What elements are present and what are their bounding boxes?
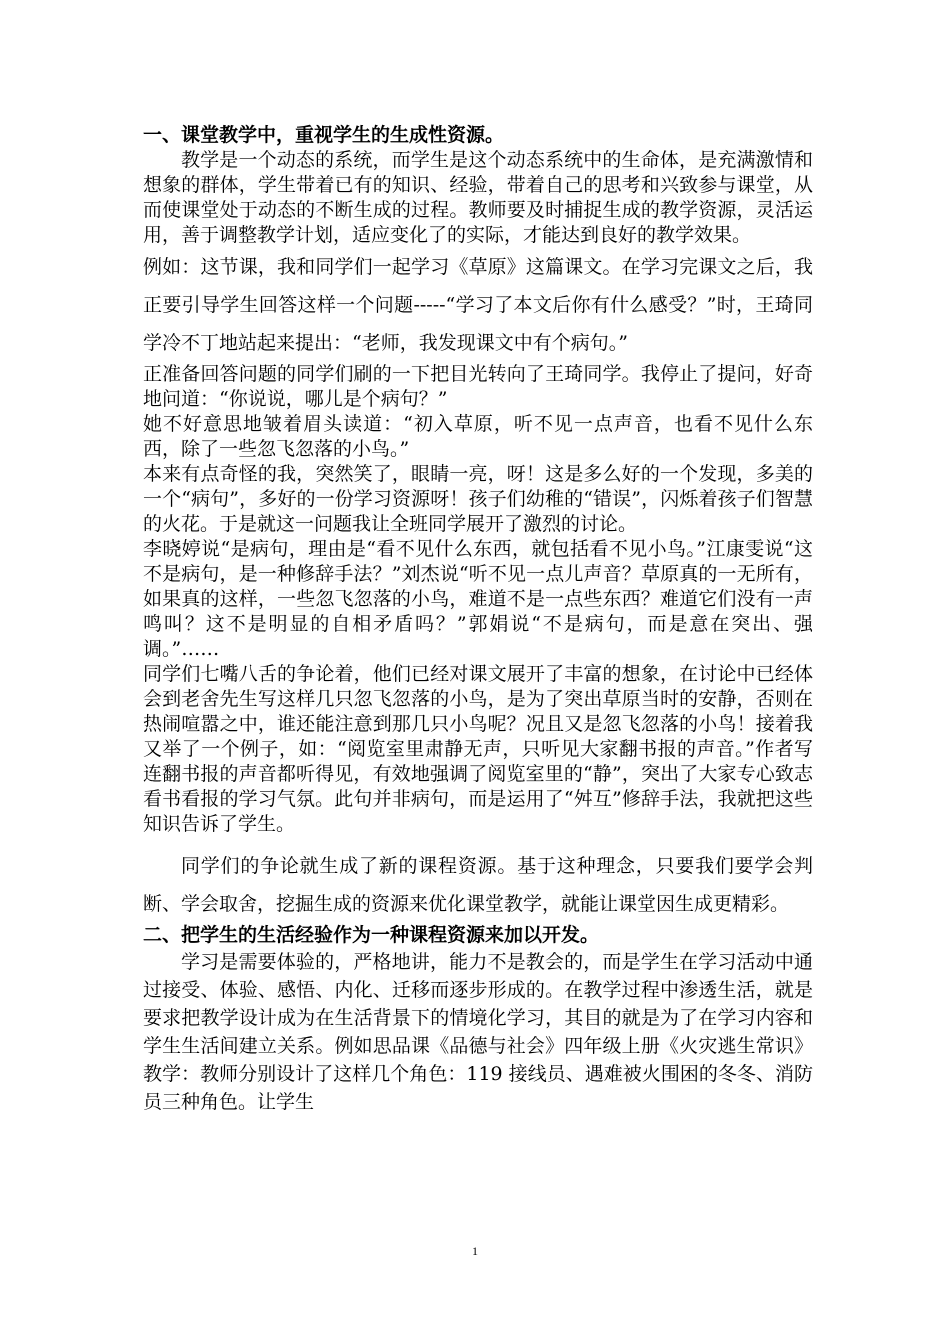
paragraph-life-experience: 学习是需要体验的，严格地讲，能力不是教会的，而是学生在学习活动中通过接受、体验、感悟、内化、迁移而逐步形成的。在教学过程中渗透生活，就是要求把教学设计成为在生活背景下的情境化学习，其目的就是为了在学习内容和学生生活间建立关系。例如思品课《品德与社会》四年级上册《火灾逃生常识》教学：教师分别设计了这样几个角色：119 接线员、遇难被火围困的冬冬、消防员三种角色。让学生 bbox=[143, 951, 813, 1113]
page-number: 1 bbox=[472, 1244, 478, 1258]
section-heading-1: 一、课堂教学中，重视学生的生成性资源。 bbox=[143, 124, 505, 146]
paragraph-summary: 同学们的争论就生成了新的课程资源。基于这种理念，只要我们要学会判断、学会取舍，挖掘生成的资源来优化课堂教学，就能让课堂因生成更精彩。 bbox=[143, 855, 813, 915]
paragraph-discussion: 李晓婷说“是病句，理由是“看不见什么东西，就包括看不见小鸟。”江康雯说“这不是病句，是一种修辞手法？”刘杰说“听不见一点儿声音？草原真的一无所有，如果真的这样，一些忽飞忽落的小鸟，难道不是一点些东西？难道它们没有一声鸣叫？这不是明显的自相矛盾吗？”郭娟说“不是病句，而是意在突出、强调。”…… bbox=[143, 538, 813, 660]
paragraph-reading: 她不好意思地皱着眉头读道：“初入草原，听不见一点声音，也看不见什么东西，除了一些忽飞忽落的小鸟。” bbox=[143, 413, 813, 460]
section-heading-2: 二、把学生的生活经验作为一种课程资源来加以开发。 bbox=[143, 924, 600, 946]
document-body bbox=[143, 123, 813, 1116]
paragraph-question: 正准备回答问题的同学们刷的一下把目光转向了王琦同学。我停止了提问，好奇地问道：“你说说，哪儿是个病句？” bbox=[143, 363, 813, 410]
paragraph-intro: 教学是一个动态的系统，而学生是这个动态系统中的生命体，是充满激情和想象的群体，学生带着已有的知识、经验，带着自己的思考和兴致参与课堂，从而使课堂处于动态的不断生成的过程。教师要及时捕捉生成的教学资源，灵活运用，善于调整教学计划，适应变化了的实际，才能达到良好的教学效果。 bbox=[143, 149, 813, 246]
paragraph-example: 例如：这节课，我和同学们一起学习《草原》这篇课文。在学习完课文之后，我正要引导学生回答这样一个问题-----“学习了本文后你有什么感受？”时，王琦同学冷不丁地站起来提出：“老师，我发现课文中有个病句。” bbox=[143, 256, 813, 354]
paragraph-discovery: 本来有点奇怪的我，突然笑了，眼睛一亮，呀！这是多么好的一个发现，多美的一个“病句”，多好的一份学习资源呀！孩子们幼稚的“错误”，闪烁着孩子们智慧的火花。于是就这一问题我让全班同学展开了激烈的讨论。 bbox=[143, 463, 813, 535]
paragraph-conclusion: 同学们七嘴八舌的争论着，他们已经对课文展开了丰富的想象，在讨论中已经体会到老舍先生写这样几只忽飞忽落的小鸟，是为了突出草原当时的安静，否则在热闹喧嚣之中，谁还能注意到那几只小鸟呢？况且又是忽飞忽落的小鸟！接着我又举了一个例子，如：“阅览室里肃静无声，只听见大家翻书报的声音。”作者写连翻书报的声音都听得见，有效地强调了阅览室里的“静”，突出了大家专心致志看书看报的学习气氛。此句并非病句，而是运用了“舛互”修辞手法，我就把这些知识告诉了学生。 bbox=[143, 663, 813, 835]
